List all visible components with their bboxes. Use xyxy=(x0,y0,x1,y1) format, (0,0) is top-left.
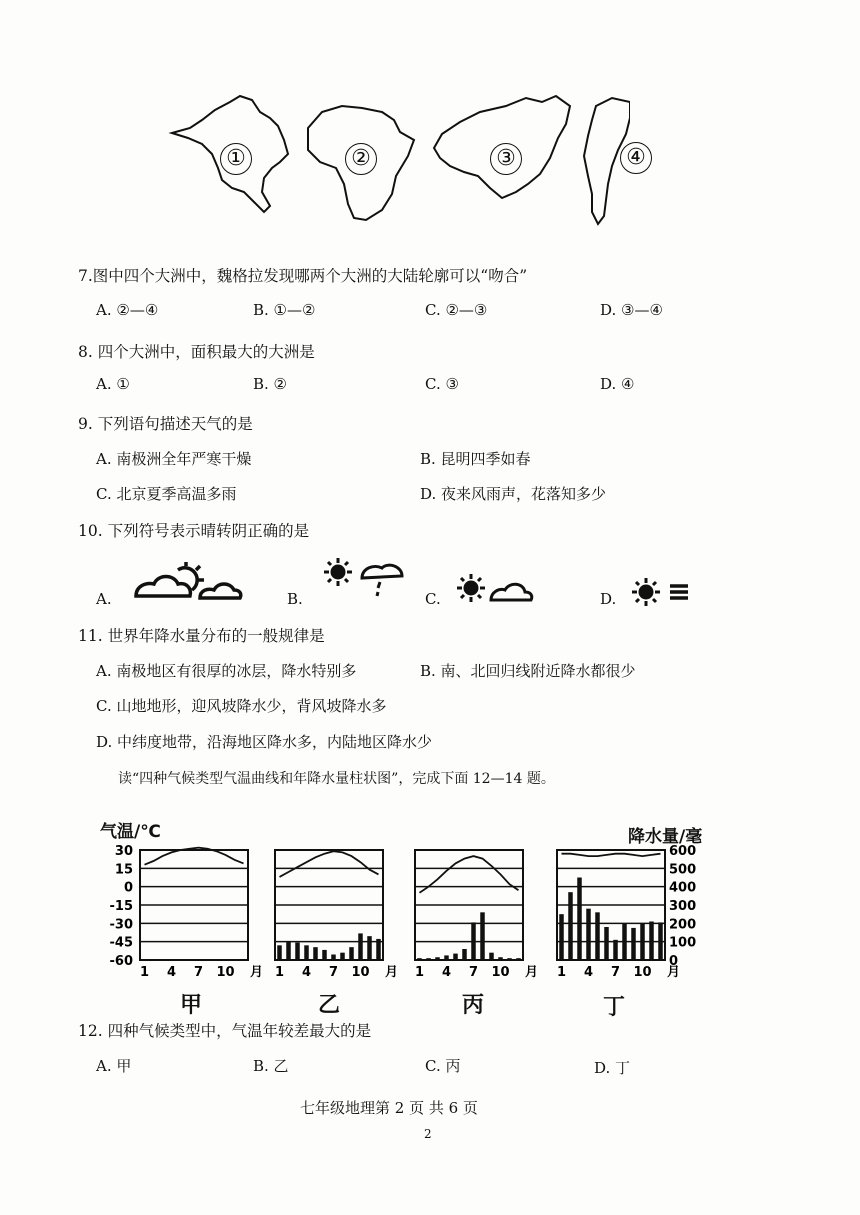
precip-bar xyxy=(417,958,422,960)
month-unit-label: 月 xyxy=(250,965,264,980)
precip-tick-label: 200 xyxy=(669,917,697,933)
q7-option-d[interactable]: D. ③—④ xyxy=(600,301,663,319)
month-unit-label: 月 xyxy=(525,965,539,980)
precip-bar xyxy=(622,923,627,960)
precip-bar xyxy=(435,957,440,960)
q9-option-a[interactable]: A. 南极洲全年严寒干燥 xyxy=(96,450,252,468)
precip-bar xyxy=(376,939,381,960)
precip-tick-label: 600 xyxy=(669,844,697,859)
temp-tick-label: -45 xyxy=(109,935,133,951)
page-number: 2 xyxy=(424,1127,432,1141)
temp-tick-label: -30 xyxy=(109,917,133,933)
q10-stem: 10. 下列符号表示晴转阴正确的是 xyxy=(78,522,310,540)
precip-bar xyxy=(358,933,363,960)
q8-stem: 8. 四个大洲中，面积最大的大洲是 xyxy=(78,343,315,361)
month-unit-label: 月 xyxy=(667,965,681,980)
precip-bar xyxy=(322,950,327,960)
q7-stem: 7.图中四个大洲中，魏格拉发现哪两个大洲的大陆轮廓可以“吻合” xyxy=(78,267,528,285)
precip-bar xyxy=(577,878,582,961)
temp-tick-label: 30 xyxy=(114,844,133,859)
precip-bar xyxy=(295,943,300,960)
precip-bar xyxy=(367,936,372,960)
q10-option-d[interactable]: D. xyxy=(600,590,617,608)
precip-bar xyxy=(604,927,609,960)
precip-bar xyxy=(462,949,467,960)
panel-name-yi: 乙 xyxy=(318,993,341,1018)
q10-option-b[interactable]: B. xyxy=(287,590,303,608)
q12-option-a[interactable]: A. 甲 xyxy=(96,1057,132,1075)
q11-option-a[interactable]: A. 南极地区有很厚的冰层，降水特别多 xyxy=(96,662,357,680)
precip-bar xyxy=(631,928,636,960)
precip-bar xyxy=(640,923,645,960)
page-footer: 七年级地理第 2 页 共 6 页 xyxy=(300,1099,478,1117)
precip-bar xyxy=(331,955,336,961)
precip-bar xyxy=(658,922,663,960)
precip-bar xyxy=(586,909,591,960)
month-tick-label: 4 xyxy=(583,965,594,980)
temperature-curve xyxy=(562,854,661,856)
q12-option-b[interactable]: B. 乙 xyxy=(253,1057,289,1075)
temperature-curve xyxy=(280,851,379,877)
precip-tick-label: 500 xyxy=(669,862,697,878)
month-tick-label: 1 xyxy=(139,965,150,980)
q11-stem: 11. 世界年降水量分布的一般规律是 xyxy=(78,627,325,645)
continent-label-1: ① xyxy=(220,143,252,175)
month-tick-label: 10 xyxy=(351,965,370,980)
month-tick-label: 1 xyxy=(414,965,425,980)
sun-to-overcast-icon xyxy=(455,572,535,604)
q8-option-b[interactable]: B. ② xyxy=(253,375,288,393)
month-unit-label: 月 xyxy=(385,965,399,980)
precip-tick-label: 400 xyxy=(669,880,697,896)
q8-option-a[interactable]: A. ① xyxy=(96,375,130,393)
q11-option-b[interactable]: B. 南、北回归线附近降水都很少 xyxy=(420,662,636,680)
temp-axis-title: 气温/℃ xyxy=(100,822,161,842)
q9-stem: 9. 下列语句描述天气的是 xyxy=(78,415,253,433)
q12-option-d[interactable]: D. 丁 xyxy=(594,1059,631,1077)
sun-to-rain-cloud-icon xyxy=(322,556,407,602)
precip-bar xyxy=(286,942,291,960)
month-tick-label: 7 xyxy=(610,965,621,980)
month-tick-label: 4 xyxy=(301,965,312,980)
precip-bar xyxy=(595,912,600,960)
precip-tick-label: 300 xyxy=(669,899,697,914)
month-tick-label: 4 xyxy=(441,965,452,980)
precip-bar xyxy=(471,922,476,960)
q9-option-c[interactable]: C. 北京夏季高温多雨 xyxy=(96,485,237,503)
precip-axis-title: 降水量/毫 xyxy=(628,827,703,847)
month-tick-label: 1 xyxy=(556,965,567,980)
precip-bar xyxy=(613,940,618,960)
chart-intro: 读“四种气候类型气温曲线和年降水量柱状图”，完成下面 12—14 题。 xyxy=(118,771,555,787)
q12-option-c[interactable]: C. 丙 xyxy=(425,1057,461,1075)
sun-and-fog-icon xyxy=(630,576,695,608)
panel-name-ding: 丁 xyxy=(603,995,626,1020)
q7-option-b[interactable]: B. ①—② xyxy=(253,301,316,319)
month-tick-label: 4 xyxy=(166,965,177,980)
temp-tick-label: 15 xyxy=(114,862,133,878)
precip-bar xyxy=(444,955,449,960)
month-tick-label: 7 xyxy=(328,965,339,980)
temp-tick-label: 0 xyxy=(123,880,133,896)
precip-bar xyxy=(340,953,345,960)
q8-option-c[interactable]: C. ③ xyxy=(425,375,459,393)
q11-option-c[interactable]: C. 山地地形，迎风坡降水少，背风坡降水多 xyxy=(96,697,387,715)
continent-label-2: ② xyxy=(345,143,377,175)
month-tick-label: 10 xyxy=(216,965,235,980)
panel-name-jia: 甲 xyxy=(180,993,203,1018)
precip-tick-label: 100 xyxy=(669,935,697,951)
month-tick-label: 10 xyxy=(633,965,652,980)
continent-label-4: ④ xyxy=(620,142,652,174)
precip-bar xyxy=(453,954,458,960)
q12-stem: 12. 四种气候类型中，气温年较差最大的是 xyxy=(78,1022,372,1040)
q9-option-d[interactable]: D. 夜来风雨声，花落知多少 xyxy=(420,485,607,503)
precip-bar xyxy=(277,945,282,960)
partly-cloudy-to-overcast-icon xyxy=(130,562,245,604)
month-tick-label: 10 xyxy=(491,965,510,980)
precip-tick-label: 0 xyxy=(669,954,679,969)
q7-option-c[interactable]: C. ②—③ xyxy=(425,301,488,319)
panel-name-bing: 丙 xyxy=(462,993,485,1018)
q11-option-d[interactable]: D. 中纬度地带，沿海地区降水多，内陆地区降水少 xyxy=(96,733,433,751)
precip-bar xyxy=(516,958,521,960)
precip-bar xyxy=(498,957,503,960)
month-tick-label: 7 xyxy=(468,965,479,980)
precip-bar xyxy=(568,892,573,960)
q8-option-d[interactable]: D. ④ xyxy=(600,375,635,393)
temp-tick-label: -15 xyxy=(109,899,133,914)
q7-option-a[interactable]: A. ②—④ xyxy=(96,301,159,319)
q10-option-a[interactable]: A. xyxy=(96,590,112,608)
continent-label-3: ③ xyxy=(490,143,522,175)
precip-bar xyxy=(349,947,354,960)
q9-option-b[interactable]: B. 昆明四季如春 xyxy=(420,450,531,468)
precip-bar xyxy=(480,912,485,960)
month-tick-label: 1 xyxy=(274,965,285,980)
precip-bar xyxy=(426,958,431,960)
precip-bar xyxy=(559,914,564,960)
q10-option-c[interactable]: C. xyxy=(425,590,441,608)
month-tick-label: 7 xyxy=(193,965,204,980)
precip-bar xyxy=(304,945,309,960)
precip-bar xyxy=(649,922,654,961)
precip-bar xyxy=(507,958,512,960)
precip-bar xyxy=(489,953,494,960)
temp-tick-label: -60 xyxy=(109,954,133,969)
precip-bar xyxy=(313,947,318,960)
